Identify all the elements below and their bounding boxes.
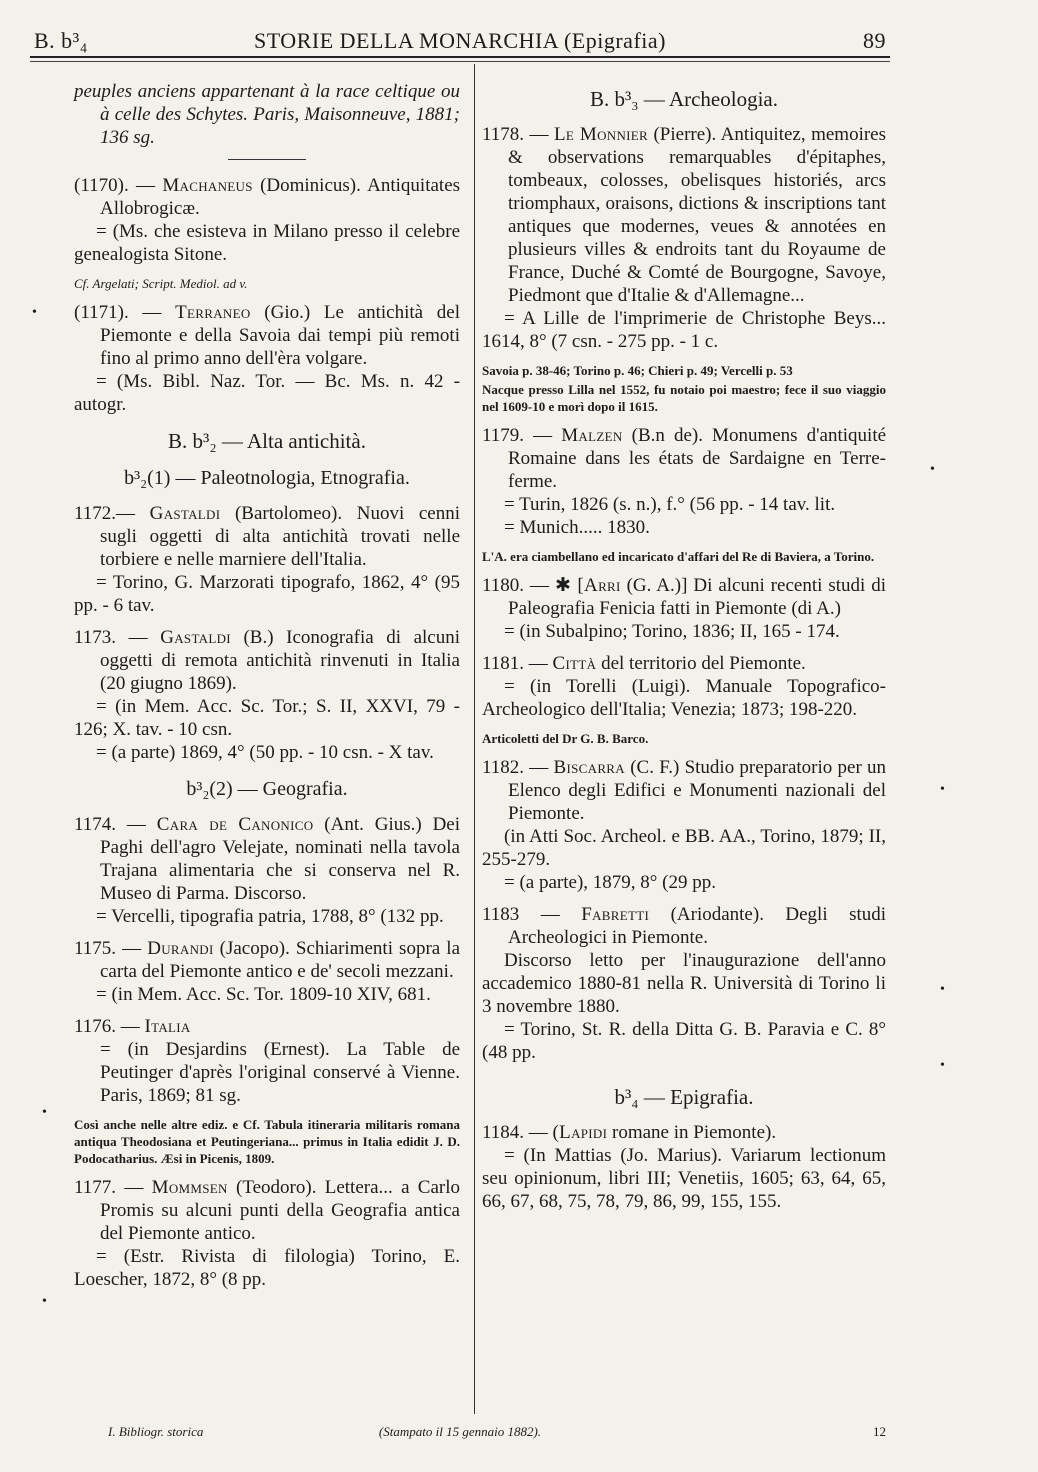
entry-reference: L'A. era ciambellano ed incaricato d'affari del Re di Baviera, a Torino.	[482, 549, 875, 564]
left-column	[74, 80, 460, 1300]
entry-reference: Nacque presso Lilla nel 1552, fu notaio poi maestro; fece il suo viaggio nel 1609-10 e morì dopo il 1615.	[482, 382, 886, 414]
entry-1182: 1182. — Biscarra (C. F.) Studio preparatorio per un Elenco degli Edifici e Monumenti nazionali del Piemonte.	[482, 757, 887, 824]
author: Mommsen	[151, 1177, 228, 1198]
entry-1170: (1170). — Machaneus (Dominicus). Antiquitates Allobrogicæ.	[74, 175, 461, 219]
entry-1173: 1173. — Gastaldi (B.) Iconografia di alcuni oggetti di remota antichità rinvenuti in Italia (20 giugno 1869).	[74, 627, 461, 694]
section-heading-epigrafia: b³₄ — Epigrafia.	[614, 1085, 754, 1109]
entry-note: = (Ms. che esisteva in Milano presso il celebre genealogista Sitone.	[74, 221, 460, 265]
entry-note: = A Lille de l'imprimerie de Christophe Beys... 1614, 8° (7 csn. - 275 pp. - 1 c.	[482, 308, 886, 352]
entry-reference: Articoletti del Dr G. B. Barco.	[482, 731, 649, 746]
entry-note: = (in Mem. Acc. Sc. Tor.; S. II, XXVI, 79 - 126; X. tav. - 10 csn.	[74, 696, 460, 740]
author: Machaneus	[162, 175, 253, 196]
author: Cara de Canonico	[156, 814, 314, 835]
entry-note: = Vercelli, tipografia patria, 1788, 8° (132 pp.	[96, 906, 444, 927]
entry-1178: 1178. — Le Monnier (Pierre). Antiquitez, memoires & observations remarquables d'épitaphes, tombeaux, colosses, obelisques historiés, arcs triomphaux, oraisons, dictions & inscriptions tant antiques que modernes, veues & annotées en plusieurs villes & endroits tant du Royaume de France, Duché & Comté de Bourgogne, Savoye, Piedmont que d'Italie & d'Allemagne...	[482, 124, 886, 306]
entry-note: Discorso letto per l'inaugurazione dell'anno accademico 1880-81 nella R. Università di Torino li 3 novembre 1880.	[482, 950, 886, 1017]
page-header	[30, 20, 890, 56]
entry-note: (in Atti Soc. Archeol. e BB. AA., Torino, 1879; II, 255-279.	[482, 826, 886, 870]
author: (Lapidi	[552, 1122, 608, 1143]
entry-1174: 1174. — Cara de Canonico (Ant. Gius.) Dei Paghi dell'agro Velejate, nominati nella tavola Trajana alimentaria che si conserva nel R. Museo di Parma. Discorso.	[74, 814, 461, 904]
footer-signature: I. Bibliogr. storica	[108, 1424, 204, 1439]
entry-note: = (Estr. Rivista di filologia) Torino, E. Loescher, 1872, 8° (8 pp.	[74, 1246, 460, 1290]
section-heading-paleotnologia: b³₂(1) — Paleotnologia, Etnografia.	[124, 467, 410, 489]
page-footer	[30, 1424, 890, 1448]
entry-note: = (a parte) 1869, 4° (50 pp. - 10 csn. - X tav.	[96, 742, 434, 763]
author: Gastaldi	[160, 627, 231, 648]
author: Fabretti	[581, 904, 650, 925]
entry-reference: Così anche nelle altre ediz. e Cf. Tabula itineraria militaris romana antiqua Theodosiana et Peutingeriana... primus in Italia edidit J. D. Podocatharius. Æsi in Picenis, 1809.	[74, 1117, 460, 1166]
entry-note: = (Ms. Bibl. Naz. Tor. — Bc. Ms. n. 42 - autogr.	[74, 371, 460, 415]
header-rule	[30, 56, 890, 58]
author: Malzen	[561, 425, 623, 446]
author: Terraneo	[175, 302, 251, 323]
entry-note: = Munich..... 1830.	[504, 517, 650, 538]
entry-1179: 1179. — Malzen (B.n de). Monumens d'antiquité Romaine dans les états de Sardaigne en Terre-ferme.	[482, 425, 887, 492]
page-number: 89	[863, 28, 886, 53]
section-heading-archeologia: B. b³₃ — Archeologia.	[589, 87, 778, 111]
header-section: B. b³₄	[34, 28, 88, 53]
entry-1169-continued: peuples anciens appartenant à la race celtique ou à celle des Schytes. Paris, Maisonneuve, 1881; 136 sg.	[74, 81, 460, 148]
entry-note: = (in Mem. Acc. Sc. Tor. 1809-10 XIV, 681.	[96, 984, 431, 1005]
margin-bullet: •	[930, 462, 935, 477]
section-heading-alta-antichita: B. b³₂ — Alta antichità.	[168, 429, 366, 453]
author: Durandi	[147, 938, 214, 959]
entry-note: = Torino, G. Marzorati tipografo, 1862, 4° (95 pp. - 6 tav.	[74, 572, 460, 616]
footer-sheet-number: 12	[873, 1424, 886, 1439]
author: Biscarra	[553, 757, 625, 778]
entry-1177: 1177. — Mommsen (Teodoro). Lettera... a Carlo Promis su alcuni punti della Geografia antica del Piemonte antico.	[74, 1177, 461, 1244]
entry-1176: 1176. — Italia = (in Desjardins (Ernest). La Table de Peutinger d'après l'original conservé à Vienne. Paris, 1869; 81 sg.	[74, 1016, 460, 1106]
margin-bullet: •	[42, 1294, 47, 1309]
entry-1183: 1183 — Fabretti (Ariodante). Degli studi Archeologici in Piemonte.	[482, 904, 887, 948]
header-title: STORIE DELLA MONARCHIA (Epigrafia)	[254, 28, 666, 53]
entry-1171: (1171). — Terraneo (Gio.) Le antichità del Piemonte e della Savoia dai tempi più remoti fino al primo anno dell'èra volgare.	[74, 302, 460, 369]
column-divider	[474, 64, 475, 1414]
entry-1184: 1184. — (Lapidi romane in Piemonte).	[482, 1122, 777, 1143]
header-rule-thin	[30, 61, 890, 62]
section-heading-geografia: b³₂(2) — Geografia.	[186, 778, 348, 800]
entry-note: = (In Mattias (Jo. Marius). Variarum lectionum seu opinionum, libri III; Venetiis, 1605; 63, 64, 65, 66, 67, 68, 75, 78, 79, 86, 99, 155, 155.	[482, 1145, 886, 1212]
margin-bullet: •	[940, 782, 945, 797]
entry-note: = (in Subalpino; Torino, 1836; II, 165 - 174.	[504, 621, 840, 642]
author: ✱ [Arri	[554, 575, 621, 596]
entry-1175: 1175. — Durandi (Jacopo). Schiarimenti sopra la carta del Piemonte antico e de' secoli mezzani.	[74, 938, 461, 982]
entry-note: = (a parte), 1879, 8° (29 pp.	[504, 872, 716, 893]
author: Gastaldi	[149, 503, 221, 524]
margin-bullet: •	[32, 305, 37, 320]
entry-1180: 1180. — ✱ [Arri (G. A.)] Di alcuni recenti studi di Paleografia Fenicia fatti in Piemonte (di A.)	[482, 575, 886, 619]
author: Italia	[144, 1016, 191, 1037]
entry-note: = Turin, 1826 (s. n.), f.° (56 pp. - 14 tav. lit.	[504, 494, 836, 515]
entry-reference: Savoia p. 38-46; Torino p. 46; Chieri p. 49; Vercelli p. 53	[482, 363, 793, 378]
entry-note: = (in Torelli (Luigi). Manuale Topografico-Archeologico dell'Italia; Venezia; 1873; 198-220.	[482, 676, 886, 720]
separator-rule	[228, 159, 306, 160]
entry-1172: 1172.— Gastaldi (Bartolomeo). Nuovi cenni sugli oggetti di alta antichità trovati nelle torbiere e nelle marniere dell'Italia.	[74, 503, 460, 570]
entry-note: = Torino, St. R. della Ditta G. B. Paravia e C. 8° (48 pp.	[482, 1019, 886, 1063]
author: Città	[552, 653, 597, 674]
margin-bullet: •	[42, 1105, 47, 1120]
right-column	[482, 80, 886, 1222]
margin-bullet: •	[940, 982, 945, 997]
footer-print-date: (Stampato il 15 gennaio 1882).	[378, 1424, 542, 1439]
author: Le Monnier	[553, 124, 648, 145]
entry-reference: Cf. Argelati; Script. Mediol. ad v.	[74, 276, 248, 291]
margin-bullet: •	[940, 1058, 945, 1073]
entry-1181: 1181. — Città del territorio del Piemonte.	[482, 653, 806, 674]
